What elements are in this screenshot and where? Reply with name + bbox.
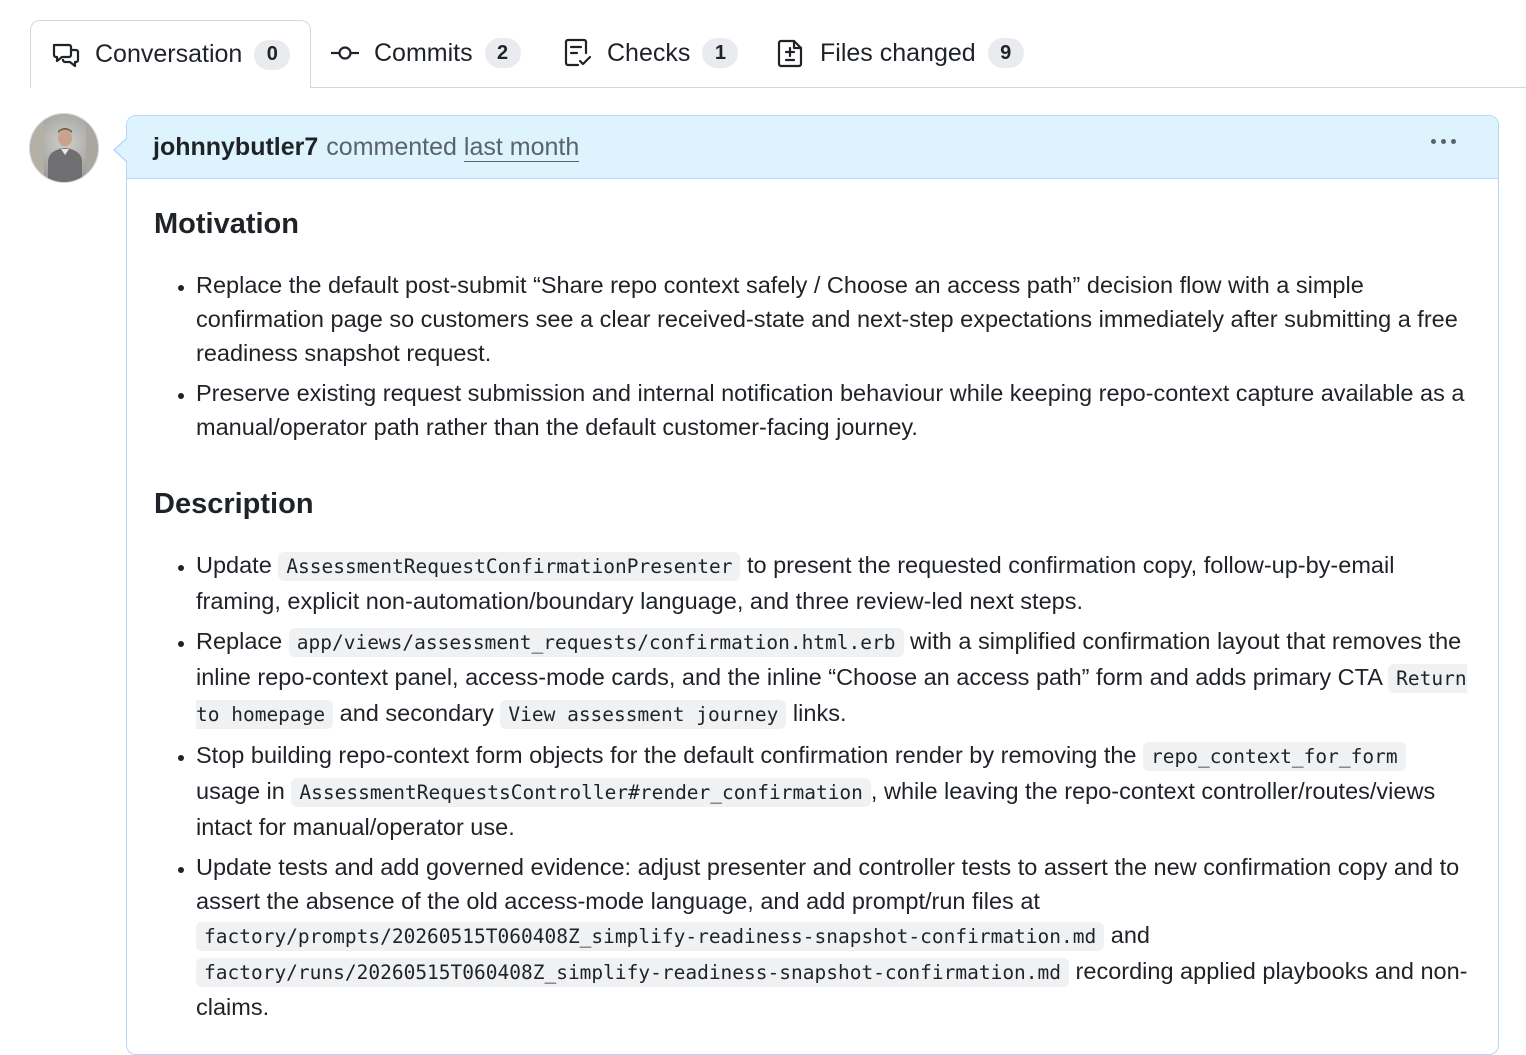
tab-count-badge: 1 <box>702 38 738 68</box>
inline-code: AssessmentRequestConfirmationPresenter <box>278 552 740 581</box>
comment-caret-fill <box>115 139 127 161</box>
tab-count-badge: 0 <box>254 40 290 70</box>
tab-count-badge: 9 <box>988 38 1024 68</box>
inline-code: factory/runs/20260515T060408Z_simplify-readiness-snapshot-confirmation.md <box>196 958 1069 987</box>
tab-conversation[interactable] <box>30 20 311 88</box>
tab-commits[interactable] <box>330 20 521 86</box>
motivation-list <box>154 268 1474 444</box>
tab-count-badge: 2 <box>485 38 521 68</box>
motivation-heading: Motivation <box>154 208 299 240</box>
file-diff-icon <box>776 38 806 68</box>
list-item: • Preserve existing request submission and internal notification behaviour while keeping repo-context capture available as a manual/operator path rather than the default customer-facing journey. <box>196 376 1474 444</box>
tab-files-changed[interactable] <box>776 20 1024 86</box>
list-item: • Update tests and add governed evidence: adjust presenter and controller tests to assert the new confirmation copy and to assert the absence of the old access-mode language, and add prompt/run files at factory/prompts/20260515T060408Z_simplify-readiness-snapshot-confirmation.md and factory/runs/20260515T060408Z_simplify-readiness-snapshot-confirmation.md recording applied playbooks and non-claims. <box>196 850 1474 1024</box>
tab-label: Conversation <box>95 40 243 68</box>
tab-label: Commits <box>374 38 473 67</box>
comment-timestamp-link[interactable]: last month <box>463 132 580 161</box>
checklist-icon <box>563 38 593 68</box>
tab-label: Files changed <box>820 38 976 67</box>
git-commit-icon <box>330 38 360 68</box>
comment-body <box>154 204 1474 1030</box>
pr-tab-bar <box>30 20 1526 88</box>
avatar[interactable] <box>29 113 99 183</box>
inline-code: AssessmentRequestsController#render_confirmation <box>291 778 871 807</box>
inline-code: app/views/assessment_requests/confirmation.html.erb <box>289 628 904 657</box>
comment-action: commented <box>326 132 457 161</box>
comment-discussion-icon <box>51 40 81 70</box>
inline-code: repo_context_for_form <box>1143 742 1406 771</box>
list-item: • Update AssessmentRequestConfirmationPresenter to present the requested confirmation copy, follow-up-by-email framing, explicit non-automation/boundary language, and three review-led next steps. <box>196 548 1474 618</box>
inline-code: View assessment journey <box>500 700 786 729</box>
inline-code: Return to homepage <box>196 664 1467 729</box>
list-item: • Stop building repo-context form objects for the default confirmation render by removing the repo_context_for_form usage in AssessmentRequestsController#render_confirmation , while leaving the repo-context controller/routes/views intact for manual/operator use. <box>196 738 1474 844</box>
description-list <box>154 548 1474 1024</box>
kebab-horizontal-icon[interactable] <box>1431 139 1456 144</box>
description-heading: Description <box>154 488 314 520</box>
comment-header <box>127 116 1498 179</box>
tab-checks[interactable] <box>563 20 738 86</box>
inline-code: factory/prompts/20260515T060408Z_simplify-readiness-snapshot-confirmation.md <box>196 922 1104 951</box>
comment-card <box>126 115 1499 1055</box>
list-item: • Replace the default post-submit “Share repo context safely / Choose an access path” decision flow with a simple confirmation page so customers see a clear received-state and next-step expectations immediately after submitting a free readiness snapshot request. <box>196 268 1474 370</box>
comment-author-link[interactable]: johnnybutler7 <box>153 132 319 161</box>
list-item: • Replace app/views/assessment_requests/confirmation.html.erb with a simplified confirmation layout that removes the inline repo-context panel, access-mode cards, and the inline “Choose an access path” form and adds primary CTA Return to homepage and secondary View assessment journey links. <box>196 624 1474 732</box>
tab-label: Checks <box>607 38 691 67</box>
